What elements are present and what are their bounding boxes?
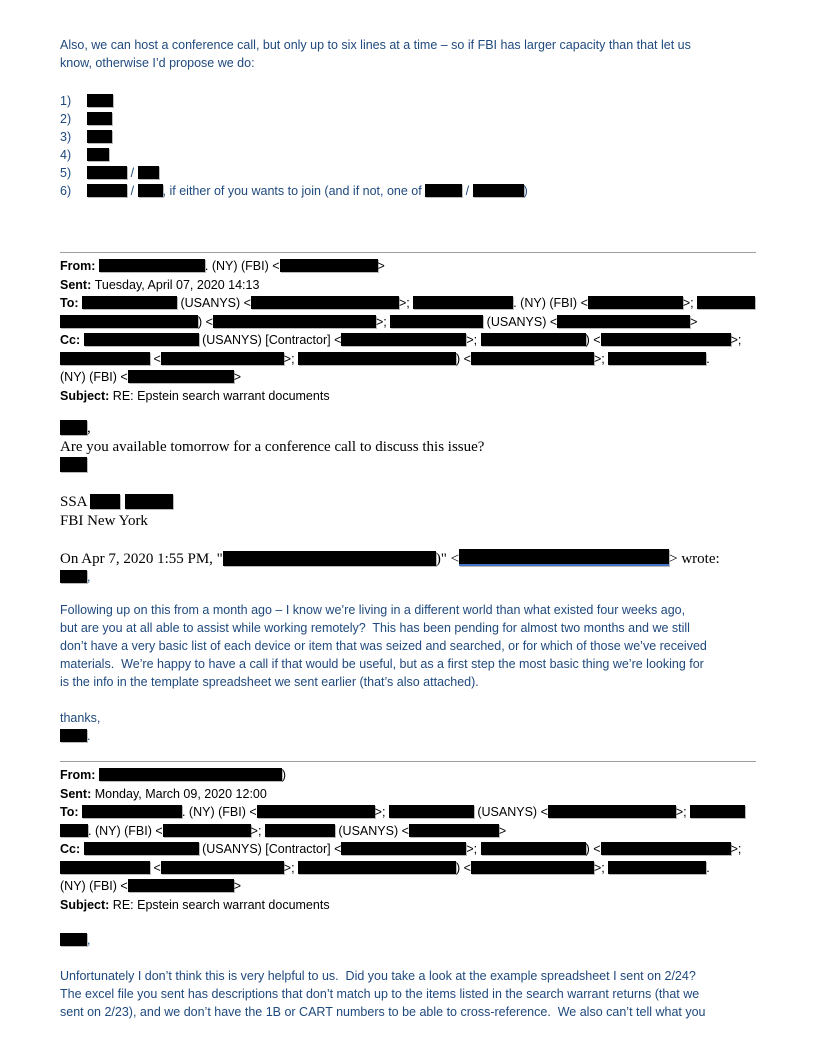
redaction-bar [87, 166, 127, 179]
quoted-message-body [60, 601, 756, 745]
redaction-bar [87, 94, 113, 107]
reply-text-line [60, 549, 756, 569]
text-span: . (NY) (FBI) < [88, 823, 163, 838]
intro-text-line [60, 36, 756, 54]
redaction-bar [481, 842, 586, 855]
text-span: / [462, 184, 473, 198]
text-span: > [690, 314, 698, 329]
redaction-bar [473, 184, 524, 197]
text-span: >; [593, 351, 609, 366]
redaction-bar [608, 352, 706, 365]
redaction-bar [413, 296, 513, 309]
redaction-bar [161, 352, 284, 365]
text-span: SSA [60, 494, 91, 510]
text-span: The excel file you sent has descriptions that don’t match up to the items listed in the search warrant returns (that we [60, 987, 700, 1001]
list-item-line [60, 182, 756, 200]
text-span: )" < [435, 550, 460, 567]
email-header-line [60, 840, 756, 859]
field-label: Cc: [60, 333, 84, 347]
text-span: materials. We’re happy to have a call if that would be useful, but as a first step the most basic thing we’re looking for [60, 657, 704, 671]
redaction-bar [60, 420, 87, 435]
redaction-bar [90, 494, 120, 509]
redaction-bar [389, 805, 474, 818]
redaction-bar [471, 352, 594, 365]
reply-text-line [60, 475, 756, 494]
redaction-bar [459, 549, 669, 566]
redaction-bar [298, 352, 456, 365]
list-item-line [60, 164, 756, 182]
text-span: >; [675, 805, 691, 819]
text-span: , [87, 420, 91, 436]
email-header-line [60, 368, 756, 387]
email-header-line [60, 350, 756, 369]
text-span: ) < [456, 351, 471, 366]
redaction-bar [60, 824, 88, 837]
quoted-text-line [60, 691, 756, 709]
redaction-bar [213, 315, 376, 328]
text-span: ) [281, 768, 287, 782]
redaction-bar [87, 148, 109, 161]
quoted-text-line [60, 619, 756, 637]
text-span: (USANYS) < [483, 314, 558, 329]
redaction-bar [125, 494, 173, 509]
text-span: (NY) (FBI) < [60, 370, 128, 384]
text-span: , [87, 933, 91, 947]
redaction-bar [223, 551, 436, 566]
list-item-line [60, 110, 756, 128]
message-divider [60, 252, 756, 253]
field-label: From: [60, 768, 99, 782]
redaction-bar [341, 842, 466, 855]
text-span: ) < [585, 842, 601, 856]
text-span: (USANYS) [Contractor] < [198, 333, 342, 347]
redaction-bar [128, 879, 234, 892]
greeting-line [60, 568, 756, 586]
text-span: know, otherwise I’d propose we do: [60, 56, 255, 70]
text-span: ) [523, 184, 528, 198]
text-span: >; [283, 860, 299, 875]
text-span: >; [374, 805, 389, 819]
text-span: Are you available tomorrow for a conference call to discuss this issue? [60, 438, 485, 455]
field-label: To: [60, 296, 82, 310]
text-span: >; [283, 351, 299, 366]
text-span: is the info in the template spreadsheet we sent earlier (that’s also attached). [60, 675, 479, 689]
redaction-bar [425, 184, 462, 197]
body-text-line [60, 985, 756, 1003]
text-span: (USANYS) < [176, 296, 251, 310]
redaction-bar [481, 333, 586, 346]
redaction-bar [138, 184, 163, 197]
text-span: 6) [60, 184, 72, 198]
redaction-bar [341, 333, 466, 346]
text-span: ) < [198, 314, 213, 329]
redaction-bar [557, 315, 690, 328]
email-header-line [60, 877, 756, 896]
redaction-bar [60, 570, 87, 583]
list-item-line [60, 128, 756, 146]
redaction-bar [601, 333, 731, 346]
list-item-line [60, 146, 756, 164]
redaction-bar [82, 805, 182, 818]
text-span: but are you at all able to assist while working remotely? This has been pending for almost two months and we still [60, 621, 690, 635]
text-span: 2) [60, 112, 72, 126]
text-span: > [498, 823, 507, 838]
text-span: Unfortunately I don’t think this is very helpful to us. Did you take a look at the example spreadsheet I sent on 2/24? [60, 969, 696, 983]
email-header-line [60, 822, 756, 841]
text-span: . [706, 351, 710, 366]
redaction-bar [690, 805, 745, 818]
email-header-line [60, 766, 756, 785]
redaction-bar [390, 315, 483, 328]
text-span: >; [375, 314, 391, 329]
list-item-line [60, 92, 756, 110]
text-span: < [150, 860, 161, 875]
text-span: > wrote: [669, 550, 720, 567]
reply-text-line [60, 493, 756, 512]
quoted-text-line [60, 655, 756, 673]
reply-text-line [60, 419, 756, 438]
redaction-bar [298, 861, 456, 874]
field-label: To: [60, 805, 82, 819]
text-span: >; [466, 333, 481, 347]
redaction-bar [257, 805, 375, 818]
redaction-bar [697, 296, 755, 309]
reply-text-line [60, 512, 756, 531]
text-span: ) < [456, 860, 471, 875]
email-header-line [60, 331, 756, 350]
redaction-bar [409, 824, 499, 837]
redaction-bar [128, 370, 234, 383]
redaction-bar [163, 824, 251, 837]
redaction-bar [608, 861, 706, 874]
reply-text-line [60, 530, 756, 549]
text-span: / [127, 166, 138, 180]
redaction-bar [84, 842, 199, 855]
text-span: > [233, 879, 242, 893]
text-span: FBI New York [60, 512, 148, 529]
email-header-line [60, 387, 756, 406]
text-span: , if either of you wants to join (and if not, one of [162, 184, 426, 198]
text-span: Tuesday, April 07, 2020 14:13 [94, 277, 260, 292]
reply-text-line [60, 438, 756, 457]
message-divider [60, 761, 756, 762]
email-header-line [60, 276, 756, 295]
redaction-bar [60, 352, 150, 365]
intro-paragraph [60, 36, 756, 72]
text-span: / [127, 184, 138, 198]
email-header-line [60, 896, 756, 915]
redaction-bar [265, 824, 335, 837]
text-span: 3) [60, 130, 72, 144]
text-span: >; [466, 842, 481, 856]
redaction-bar [251, 296, 399, 309]
text-span: Also, we can host a conference call, but only up to six lines at a time – so if FBI has larger capacity than that let us [60, 38, 691, 52]
redaction-bar [84, 333, 199, 346]
redaction-bar [60, 315, 198, 328]
reply-body-serif [60, 419, 756, 568]
redaction-bar [60, 933, 87, 946]
redaction-bar [138, 166, 159, 179]
redaction-bar [87, 130, 112, 143]
text-span: Following up on this from a month ago – I know we’re living in a different world than what existed four weeks ago, [60, 603, 686, 617]
field-label: Sent: [60, 277, 95, 292]
text-span: > [233, 370, 242, 384]
text-span: (NY) (FBI) < [60, 879, 128, 893]
greeting-line [60, 931, 756, 949]
email-header-mar9 [60, 766, 756, 914]
text-span: >; [593, 860, 609, 875]
quoted-text-line [60, 727, 756, 745]
text-span: . (NY) (FBI) < [204, 259, 280, 273]
field-label: From: [60, 259, 99, 273]
redaction-bar [161, 861, 284, 874]
email-header-line [60, 313, 756, 332]
field-label: Cc: [60, 842, 84, 856]
text-span: . (NY) (FBI) < [513, 296, 588, 310]
text-span: < [150, 351, 161, 366]
redaction-bar [60, 861, 150, 874]
email-header-line [60, 294, 756, 313]
redaction-bar [87, 112, 112, 125]
text-span: don’t have a very basic list of each device or item that was seized and searched, or for which of those we’ve received [60, 639, 707, 653]
reply-text-line [60, 456, 756, 475]
text-span: >; [730, 842, 742, 856]
text-span: RE: Epstein search warrant documents [112, 388, 330, 403]
quoted-text-line [60, 709, 756, 727]
field-label: Subject: [60, 897, 113, 912]
redaction-bar [588, 296, 683, 309]
text-span: (USANYS) < [334, 823, 409, 838]
email-header-line [60, 785, 756, 804]
redaction-bar [601, 842, 731, 855]
text-span: >; [250, 823, 265, 838]
redaction-bar [99, 768, 282, 781]
numbered-list [60, 92, 756, 200]
redaction-bar [87, 184, 127, 197]
text-span: > [377, 259, 385, 273]
text-span: >; [398, 296, 414, 310]
text-span: 4) [60, 148, 72, 162]
redaction-bar [280, 259, 378, 272]
text-span: RE: Epstein search warrant documents [112, 897, 330, 912]
text-span: . [706, 860, 710, 875]
redaction-bar [548, 805, 676, 818]
redaction-bar [60, 729, 87, 742]
redaction-bar [60, 457, 87, 472]
text-span: , [87, 570, 91, 584]
body-text-line [60, 1003, 756, 1021]
text-span: sent on 2/23), and we don’t have the 1B or CART numbers to be able to cross-reference. We also can’t tell what you [60, 1005, 706, 1019]
field-label: Subject: [60, 388, 113, 403]
text-span: (USANYS) < [473, 805, 548, 819]
field-label: Sent: [60, 786, 95, 801]
final-greeting [60, 931, 756, 949]
redaction-bar [471, 861, 594, 874]
text-span: thanks, [60, 711, 101, 725]
text-span: 5) [60, 166, 72, 180]
email-header-line [60, 803, 756, 822]
redaction-bar [99, 259, 205, 272]
quoted-text-line [60, 601, 756, 619]
text-span: 1) [60, 94, 72, 108]
text-span: (USANYS) [Contractor] < [198, 842, 342, 856]
quoted-text-line [60, 637, 756, 655]
quoted-greeting [60, 568, 756, 586]
quoted-text-line [60, 673, 756, 691]
text-span: . [87, 729, 91, 743]
text-span: >; [730, 333, 742, 347]
text-span: On Apr 7, 2020 1:55 PM, " [60, 550, 223, 567]
text-span: Monday, March 09, 2020 12:00 [94, 786, 267, 801]
email-header-line [60, 257, 756, 276]
email-header-apr7 [60, 257, 756, 405]
text-span: ) < [585, 333, 601, 347]
text-span: >; [682, 296, 698, 310]
body-text-line [60, 967, 756, 985]
final-message-body [60, 967, 756, 1021]
redaction-bar [82, 296, 177, 309]
intro-text-line [60, 54, 756, 72]
text-span: . (NY) (FBI) < [181, 805, 257, 819]
email-header-line [60, 859, 756, 878]
